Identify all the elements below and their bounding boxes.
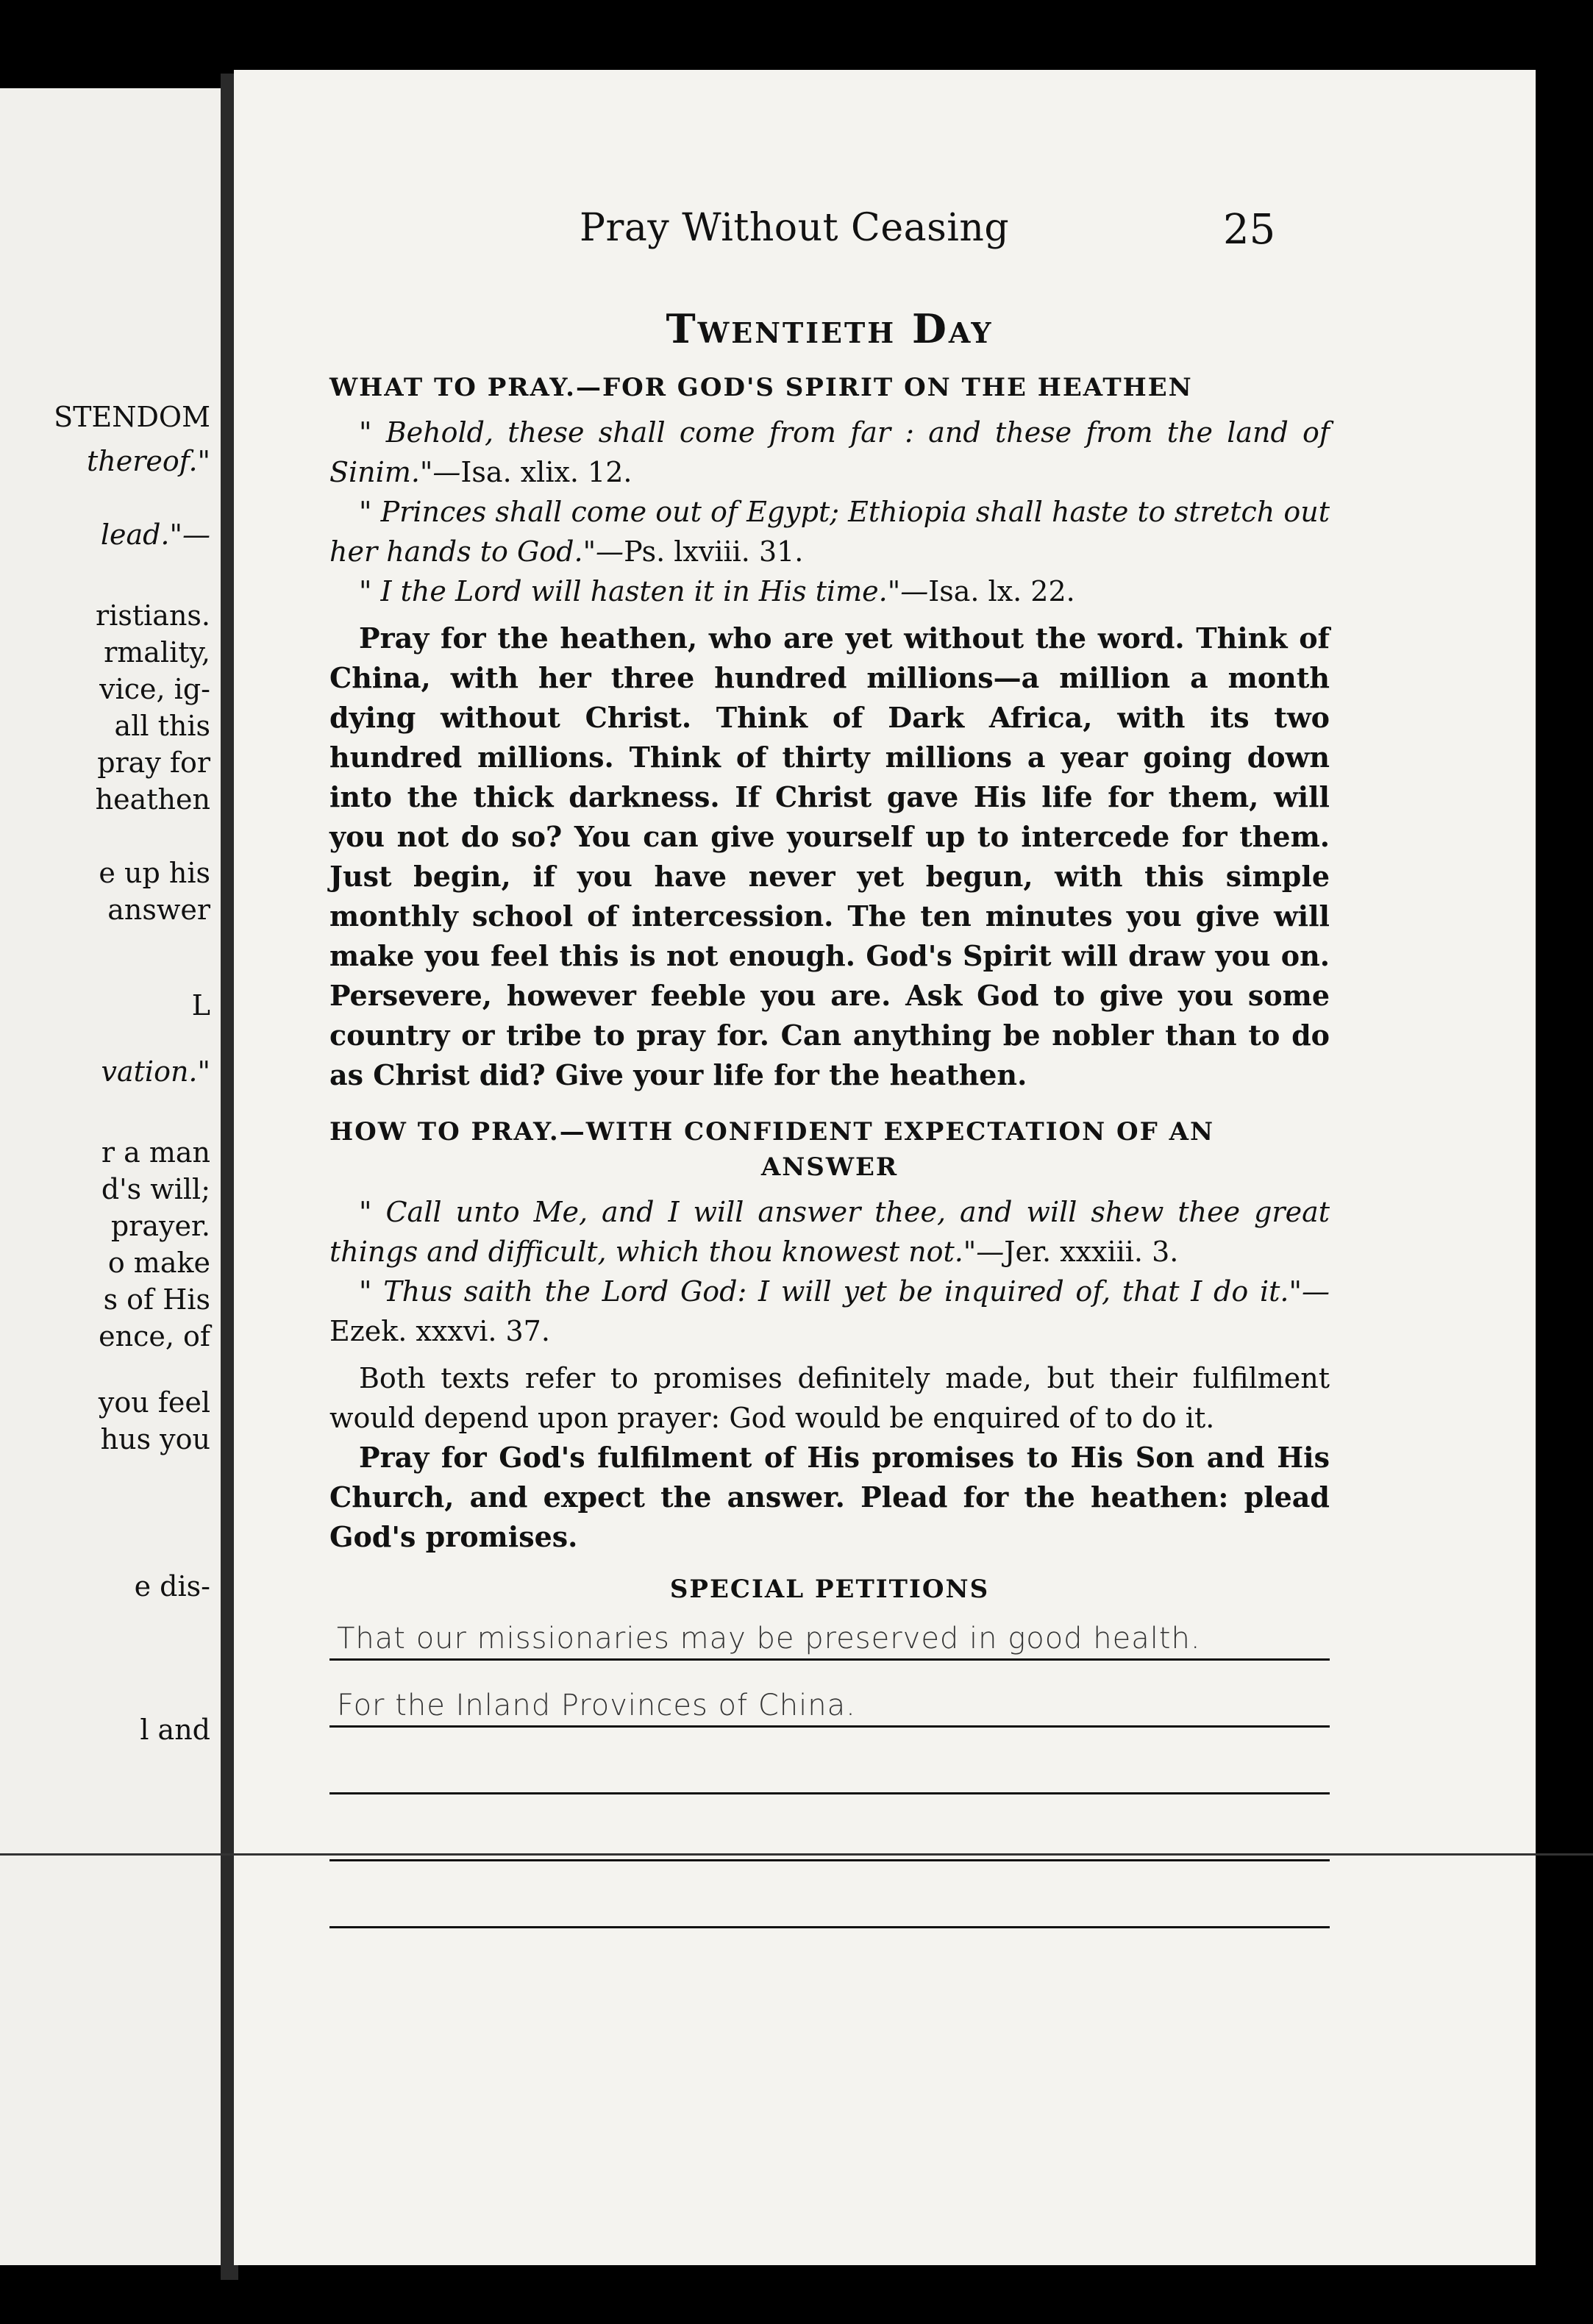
quote-reference: Ps. lxviii. 31. [624, 535, 804, 568]
quote-text: " I the Lord will hasten it in His time."— [359, 575, 929, 607]
left-page-line: prayer. [110, 1210, 210, 1242]
left-page-line: s of His [103, 1283, 210, 1316]
day-title: Twentieth Day [666, 305, 994, 352]
body-paragraph: Both texts refer to promises definitely made, but their fulfilment would depend upon prayer: God would be enquired of to do it. [329, 1362, 1330, 1434]
left-page-line: vice, ig- [99, 673, 210, 705]
book-page [234, 70, 1536, 2265]
page-number: 25 [1223, 206, 1276, 254]
left-page-line: thereof." [86, 445, 210, 477]
page-content [329, 305, 1330, 1928]
petition-list [329, 1614, 1330, 1928]
petition-text: That our missionaries may be preserved in good health. [337, 1622, 1201, 1655]
how-to-pray-heading-continued: ANSWER [760, 1152, 899, 1182]
facing-page-fragment [0, 88, 221, 2265]
left-page-line: all this [114, 710, 210, 742]
left-page-line: L [191, 989, 210, 1022]
petition-entry [329, 1794, 1330, 1861]
quote-text: " Princes shall come out of Egypt; Ethiopia shall haste to stretch out her hands to God."— [329, 496, 1330, 568]
left-page-line: STENDOM [54, 401, 210, 433]
left-page-line: pray for [97, 746, 210, 779]
left-page-line: ence, of [99, 1320, 210, 1352]
quote-text: " Thus saith the Lord God: I will yet be inquired of, that I do it."— [359, 1275, 1330, 1308]
left-page-line: answer [107, 894, 210, 926]
page-header [234, 206, 1536, 272]
left-page-line: e dis- [134, 1570, 210, 1603]
quote-reference: Isa. xlix. 12. [460, 456, 632, 488]
petition-entry [329, 1861, 1330, 1928]
left-page-line: vation." [101, 1055, 210, 1088]
scan-edge-line [0, 1853, 1593, 1856]
quote-reference: Ezek. xxxvi. 37. [329, 1315, 550, 1347]
scripture-quote [329, 1192, 1330, 1272]
left-page-line: l and [140, 1714, 210, 1746]
left-page-line: lead."— [100, 518, 210, 551]
quote-text: " Call unto Me, and I will answer thee, and will shew thee great things and difficult, which thou knowest not."— [329, 1196, 1330, 1268]
left-page-line: r a man [101, 1136, 210, 1169]
scripture-quote [329, 492, 1330, 571]
left-page-line: you feel [98, 1386, 210, 1419]
left-page-line: ristians. [96, 599, 210, 632]
what-to-pray-heading: WHAT TO PRAY.—FOR GOD'S SPIRIT ON THE HEATHEN [329, 373, 1193, 402]
petition-entry [329, 1614, 1330, 1661]
scripture-quote [329, 1272, 1330, 1351]
left-page-line: o make [107, 1247, 210, 1279]
running-head: Pray Without Ceasing [580, 206, 1010, 250]
petition-entry [329, 1728, 1330, 1794]
special-petitions-heading: SPECIAL PETITIONS [669, 1575, 990, 1604]
scripture-quote [329, 571, 1330, 611]
body-paragraph: Pray for the heathen, who are yet without the word. Think of China, with her three hundred millions—a million a month dying without Christ. Think of Dark Africa, with its two hundred millions. Think of thirty millions a year going down into the thick darkness. If Christ gave His life for them, will you not do so? You can give yourself up to intercede for them. Just begin, if you have never yet begun, with this simple monthly school of intercession. The ten minutes you give will make you feel this is not enough. God's Spirit will draw you on. Persevere, however feeble you are. Ask God to give you some country or tribe to pray for. Can anything be nobler than to do as Christ did? Give your life for the heathen. [329, 621, 1330, 1091]
left-page-line: d's will; [101, 1173, 210, 1205]
body-paragraph: Pray for God's fulfilment of His promises to His Son and His Church, and expect the answer. Plead for the heathen: plead God's promises. [329, 1441, 1330, 1553]
quote-text: " Behold, these shall come from far : and these from the land of Sinim."— [329, 416, 1330, 488]
left-page-line: rmality, [104, 636, 210, 669]
petition-entry [329, 1661, 1330, 1728]
left-page-line: heathen [95, 783, 210, 816]
scripture-quote [329, 413, 1330, 492]
quote-reference: Isa. lx. 22. [928, 575, 1075, 607]
how-to-pray-heading: HOW TO PRAY.—WITH CONFIDENT EXPECTATION OF AN [329, 1117, 1215, 1147]
quote-reference: Jer. xxxiii. 3. [1004, 1236, 1179, 1268]
left-page-line: hus you [100, 1423, 210, 1455]
petition-text: For the Inland Provinces of China. [337, 1689, 856, 1722]
left-page-line: e up his [99, 857, 210, 889]
